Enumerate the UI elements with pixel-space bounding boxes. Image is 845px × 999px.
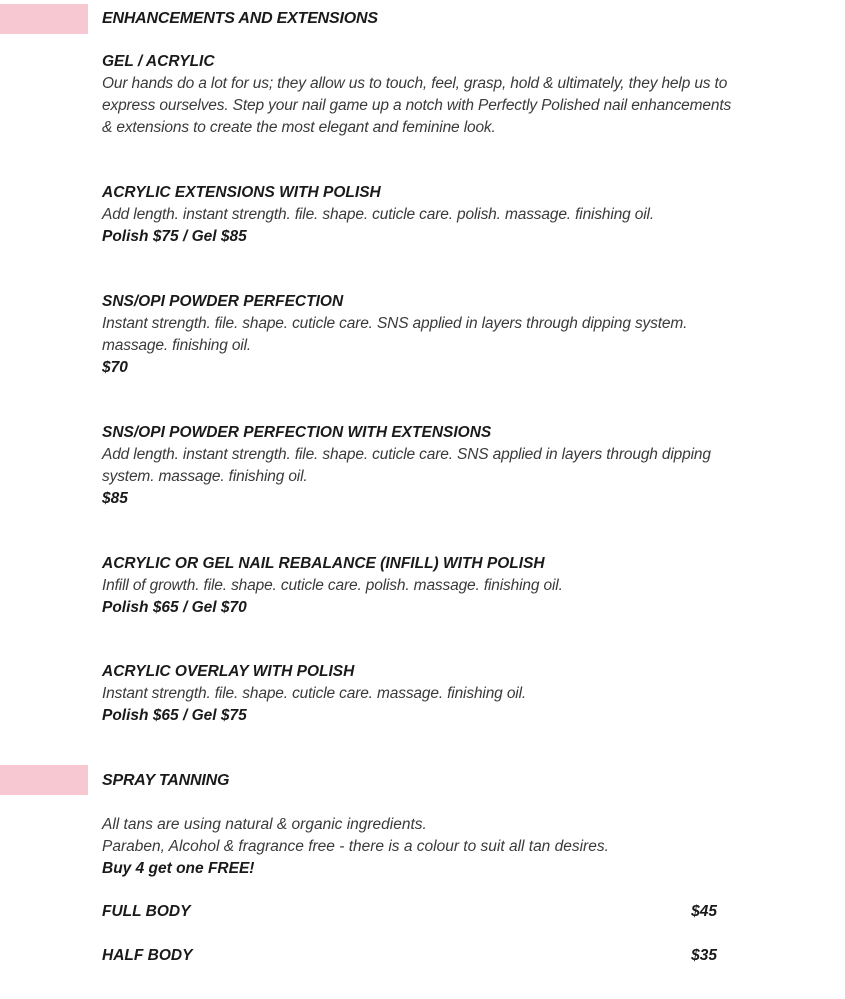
price-row — [102, 901, 717, 923]
intro-text: Our hands do a lot for us; they allow us to touch, feel, grasp, hold & ultimately, they help us to express ourselves. Step your nail game up a notch with Perfectly Polished nail enhancements & extensions to create the most elegant and feminine look. — [102, 75, 732, 136]
offer-emphasis: FREE! — [207, 860, 255, 877]
service-item — [102, 661, 732, 727]
service-price: $70 — [102, 359, 128, 376]
service-description: Add length. instant strength. file. shape. cuticle care. SNS applied in layers through dipping system. massage. finishing oil. — [102, 446, 711, 485]
service-price: Polish $65 / Gel $75 — [102, 707, 247, 724]
intro-title: GEL / ACRYLIC — [102, 53, 215, 70]
service-price: Polish $65 / Gel $70 — [102, 599, 247, 616]
service-title: ACRYLIC OVERLAY WITH POLISH — [102, 663, 355, 680]
service-description: Instant strength. file. shape. cuticle care. SNS applied in layers through dipping system. massage. finishing oil. — [102, 315, 688, 354]
info-line: Paraben, Alcohol & fragrance free - there is a colour to suit all tan desires. — [102, 838, 609, 855]
section-heading-spray-tanning: SPRAY TANNING — [102, 772, 230, 789]
service-description: Add length. instant strength. file. shape. cuticle care. polish. massage. finishing oil. — [102, 206, 655, 223]
price-row-label: HALF BODY — [102, 947, 193, 964]
section-accent-bar — [0, 765, 88, 795]
price-row — [102, 945, 717, 967]
intro-block — [102, 51, 732, 139]
service-item — [102, 422, 732, 510]
offer-prefix: Buy 4 get one — [102, 860, 208, 877]
service-title: SNS/OPI POWDER PERFECTION — [102, 293, 344, 310]
service-description: Infill of growth. file. shape. cuticle care. polish. massage. finishing oil. — [102, 577, 563, 594]
section-accent-bar — [0, 4, 88, 34]
info-line: All tans are using natural & organic ingredients. — [102, 816, 427, 833]
service-item — [102, 182, 732, 248]
offer-line — [102, 858, 732, 880]
service-title: SNS/OPI POWDER PERFECTION WITH EXTENSIONS — [102, 424, 492, 441]
service-item — [102, 553, 732, 619]
service-title: ACRYLIC OR GEL NAIL REBALANCE (INFILL) WITH POLISH — [102, 555, 545, 572]
service-price: Polish $75 / Gel $85 — [102, 228, 247, 245]
service-description: Instant strength. file. shape. cuticle care. massage. finishing oil. — [102, 685, 527, 702]
price-row-value: $45 — [691, 903, 717, 920]
spray-tanning-info — [102, 814, 732, 880]
price-row-value: $35 — [691, 947, 717, 964]
section-heading-enhancements: ENHANCEMENTS AND EXTENSIONS — [102, 10, 378, 27]
service-item — [102, 291, 732, 379]
service-title: ACRYLIC EXTENSIONS WITH POLISH — [102, 184, 381, 201]
service-price: $85 — [102, 490, 128, 507]
price-row-label: FULL BODY — [102, 903, 191, 920]
